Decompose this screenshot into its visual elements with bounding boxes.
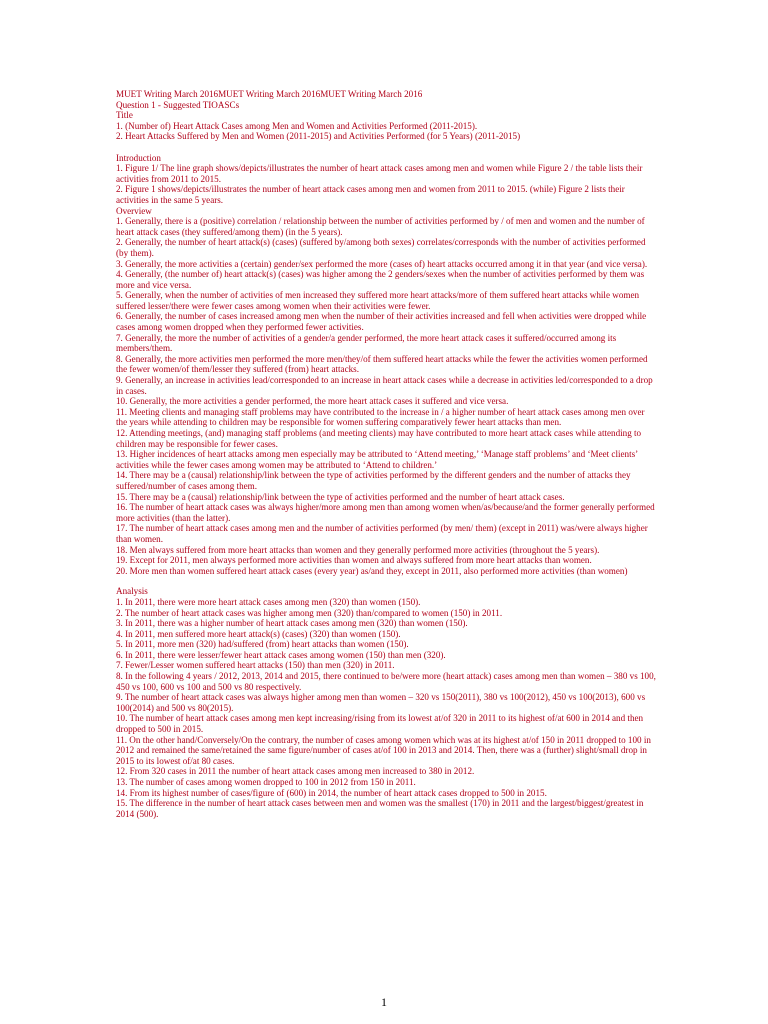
title-list [116, 121, 656, 142]
overview-item: 15. There may be a (causal) relationship/link between the type of activities performed and the number of heart attack cases. [116, 491, 565, 502]
overview-heading: Overview [116, 205, 152, 216]
overview-item: 4. Generally, (the number of) heart attack(s) (cases) was higher among the 2 genders/sexes when the number of activities performed by them was more and vice versa. [116, 269, 645, 290]
analysis-item: 1. In 2011, there were more heart attack cases among men (320) than women (150). [116, 596, 421, 607]
introduction-item: 1. Figure 1/ The line graph shows/depicts/illustrates the number of heart attack cases among men and women while Figure 2 / the table lists their activities from 2011 to 2015. [116, 163, 643, 184]
overview-item: 7. Generally, the more the number of activities of a gender/a gender performed, the more heart attack cases it suffered/occurred among its members/them. [116, 332, 617, 354]
overview-item: 20. More men than women suffered heart attack cases (every year) as/and they, except in 2011, also performed more activities (than women) [116, 565, 628, 576]
overview-list [116, 216, 656, 576]
introduction-item: 2. Figure 1 shows/depicts/illustrates the number of heart attack cases among men and women from 2011 to 2015. (while) Figure 2 lists their activities in the same 5 years. [116, 184, 625, 205]
analysis-item: 15. The difference in the number of heart attack cases between men and women was the smallest (170) in 2011 and the largest/biggest/greatest in 2014 (500). [116, 798, 644, 819]
analysis-list [116, 597, 656, 819]
analysis-item: 6. In 2011, there were lesser/fewer heart attack cases among women (150) than men (320). [116, 649, 446, 660]
analysis-item: 14. From its highest number of cases/figure of (600) in 2014, the number of heart attack cases dropped to 500 in 2015. [116, 787, 547, 798]
title-item: 1. (Number of) Heart Attack Cases among Men and Women and Activities Performed (2011-2015). [116, 120, 478, 131]
page-number: 1 [381, 995, 387, 1009]
overview-item: 1. Generally, there is a (positive) correlation / relationship between the number of activities performed by / of men and women and the number of heart attack cases (they suffered/among them) (in the 5 years). [116, 216, 645, 237]
running-title: MUET Writing March 2016MUET Writing March 2016MUET Writing March 2016 [116, 89, 423, 99]
overview-item: 12. Attending meetings, (and) managing staff problems (and meeting clients) may have contributed to more heart attack cases while attending to children may be responsible for fewer cases. [116, 428, 642, 449]
analysis-item: 9. The number of heart attack cases was always higher among men than women – 320 vs 150(2011), 380 vs 100(2012), 450 vs 100(2013), 600 vs 100(2014) and 500 vs 80(2015). [116, 692, 646, 713]
analysis-item: 4. In 2011, men suffered more heart attack(s) (cases) (320) than women (150). [116, 628, 401, 639]
overview-item: 13. Higher incidences of heart attacks among men especially may be attributed to ‘Attend meeting,’ ‘Manage staff problems’ and ‘Meet clients’ activities while the fewer cases among women may be attributed to ‘Attend to children.’ [116, 449, 638, 470]
analysis-item: 13. The number of cases among women dropped to 100 in 2012 from 150 in 2011. [116, 777, 416, 787]
overview-item: 9. Generally, an increase in activities lead/corresponded to an increase in heart attack cases while a decrease in activities led/corresponded to a drop in cases. [116, 375, 653, 396]
analysis-item: 10. The number of heart attack cases among men kept increasing/rising from its lowest at/of 320 in 2011 to its highest of/at 600 in 2014 and then dropped to 500 in 2015. [116, 713, 644, 735]
document-page [116, 89, 656, 819]
overview-item: 8. Generally, the more activities men performed the more men/they/of them suffered heart attacks while the fewer the activities women performed the fewer women/of them/lesser they suffered (from) heart attacks. [116, 353, 648, 375]
question-heading: Question 1 - Suggested TIOASCs [116, 99, 240, 110]
analysis-item: 2. The number of heart attack cases was higher among men (320) than/compared to women (150) in 2011. [116, 607, 503, 618]
overview-item: 16. The number of heart attack cases was always higher/more among men than among women when/as/because/and the former generally performed more activities (than the latter). [116, 502, 655, 523]
title-item: 2. Heart Attacks Suffered by Men and Women (2011-2015) and Activities Performed (for 5 Years) (2011-2015) [116, 131, 521, 142]
spacer [116, 142, 656, 153]
introduction-heading: Introduction [116, 152, 161, 163]
analysis-item: 12. From 320 cases in 2011 the number of heart attack cases among men increased to 380 in 2012. [116, 766, 475, 777]
overview-item: 5. Generally, when the number of activities of men increased they suffered more heart attacks/more of them suffered heart attacks while women suffered lesser/there were fewer cases among women when their activities were fewer. [116, 290, 640, 311]
title-heading: Title [116, 110, 133, 121]
overview-item: 6. Generally, the number of cases increased among men when the number of their activities increased and fell when activities were dropped while cases among women dropped when they performed fewer activities. [116, 311, 647, 333]
overview-item: 10. Generally, the more activities a gender performed, the more heart attack cases it suffered and vice versa. [116, 396, 509, 407]
spacer [116, 576, 656, 586]
analysis-item: 5. In 2011, more men (320) had/suffered (from) heart attacks than women (150). [116, 639, 409, 650]
analysis-item: 3. In 2011, there was a higher number of heart attack cases among men (320) than women (150). [116, 618, 468, 629]
analysis-item: 11. On the other hand/Conversely/On the contrary, the number of cases among women which was at its highest at/of 150 in 2011 dropped to 100 in 2012 and remained the same/retained the same figure/number of cases at/of 100 in 2013 and 2014. Then, there was a (further) slight/small drop in 2015 to its lowest of/at 80 cases. [116, 734, 651, 766]
analysis-heading: Analysis [116, 586, 148, 597]
analysis-item: 8. In the following 4 years / 2012, 2013, 2014 and 2015, there continued to be/were more (heart attack) cases among men than women – 380 vs 100, 450 vs 100, 600 vs 100 and 500 vs 80 respectively. [116, 671, 656, 692]
overview-item: 2. Generally, the number of heart attack(s) (cases) (suffered by/among both sexes) correlates/corresponds with the number of activities performed (by them). [116, 237, 646, 258]
overview-item: 18. Men always suffered from more heart attacks than women and they generally performed more activities (throughout the 5 years). [116, 544, 600, 555]
overview-item: 14. There may be a (causal) relationship/link between the type of activities performed by the different genders and the number of attacks they suffered/number of cases among them. [116, 470, 631, 491]
overview-item: 3. Generally, the more activities a (certain) gender/sex performed the more (cases of) heart attacks occurred among it in that year (and vice versa). [116, 258, 648, 269]
introduction-list [116, 163, 656, 205]
overview-item: 11. Meeting clients and managing staff problems may have contributed to the increase in / a higher number of heart attack cases among men over the years while attending to children may be responsible for women suffering comparatively fewer heart attacks than men. [116, 406, 645, 428]
overview-item: 17. The number of heart attack cases among men and the number of activities performed (by men/ them) (except in 2011) was/were always higher than women. [116, 523, 648, 544]
overview-item: 19. Except for 2011, men always performed more activities than women and always suffered from more heart attacks than women. [116, 555, 592, 566]
analysis-item: 7. Fewer/Lesser women suffered heart attacks (150) than men (320) in 2011. [116, 660, 395, 671]
